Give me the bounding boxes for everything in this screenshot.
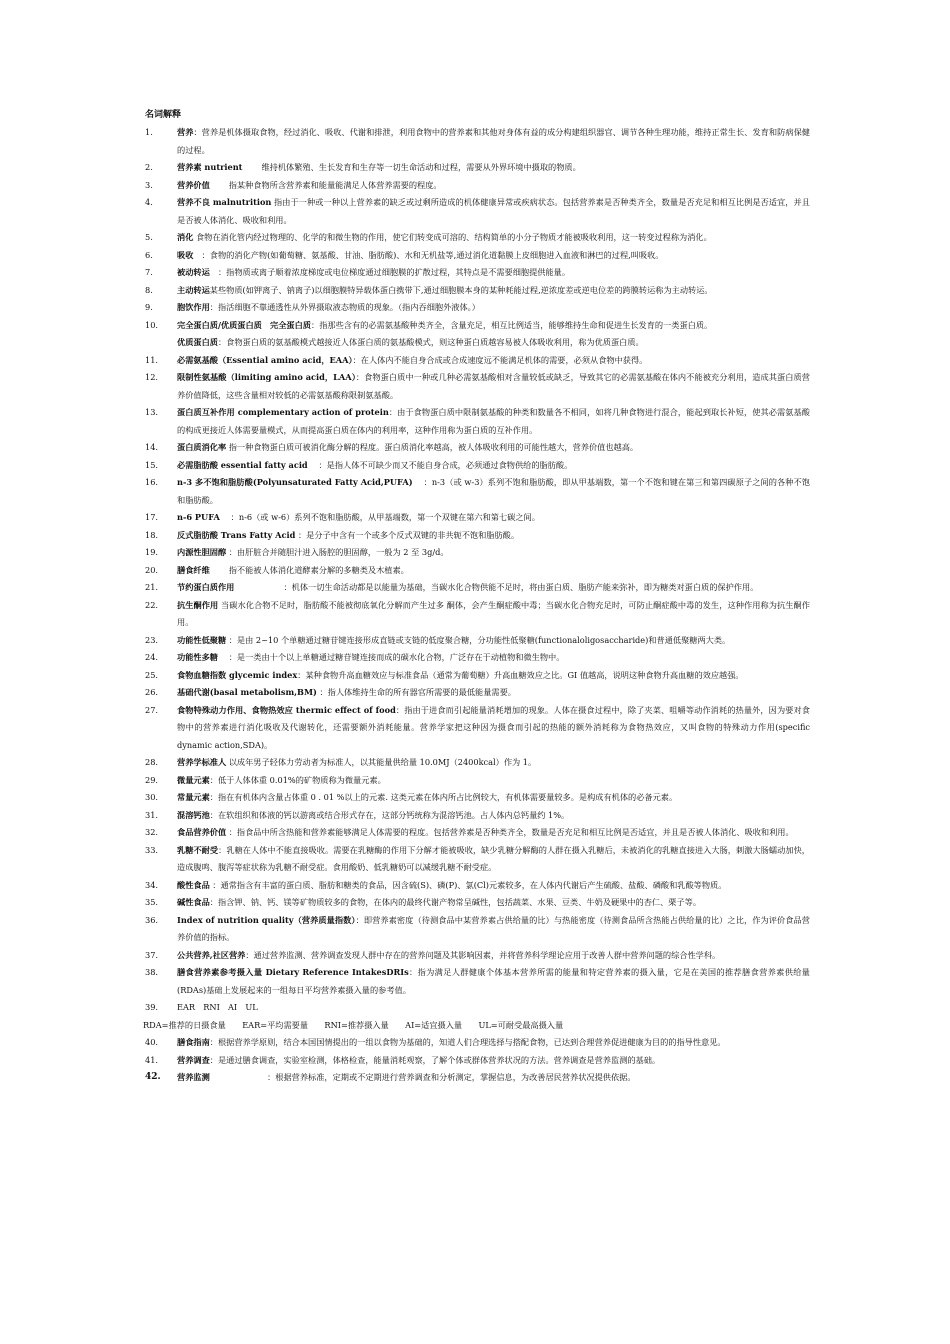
- definition-entry: [145, 964, 810, 999]
- entry-term: 功能性多糖: [177, 652, 218, 662]
- entry-body: [177, 947, 810, 965]
- entry-number: 19.: [145, 547, 159, 557]
- definition-entry: [145, 649, 810, 667]
- entry-number: 10.: [145, 319, 159, 330]
- entry-definition: ：在软组织和体液的钙以游离或结合形式存在，这部分钙统称为混溶钙池。占人体内总钙量约 1%。: [209, 809, 570, 820]
- entry-term: 蛋白质消化率: [177, 442, 227, 452]
- entry-term: 基础代谢(basal metabolism,BM): [177, 687, 317, 697]
- entry-term: 碱性食品: [177, 897, 210, 907]
- definition-entry: [145, 369, 810, 404]
- definition-entry: [145, 842, 810, 877]
- entry-definition: ：即营养素密度（待测食品中某营养素占供给量的比）与热能密度（待测食品所含热能占供给量的比）之比，作为评价食品营养价值的指标。: [177, 914, 810, 942]
- entry-body: [177, 667, 810, 685]
- entry-term: 胞饮作用: [177, 302, 210, 312]
- entry-body: [177, 772, 810, 790]
- entry-term: 消化: [177, 232, 194, 242]
- entry-body: [177, 299, 810, 317]
- entry-number: 30.: [145, 792, 159, 802]
- entry-number: 23.: [145, 634, 159, 645]
- definition-entry: [145, 877, 810, 895]
- definition-entry: [145, 159, 810, 177]
- entry-number: 35.: [145, 897, 159, 907]
- entry-term: n-3 多不饱和脂肪酸(Polyunsaturated Fatty Acid,PUFA): [177, 477, 413, 487]
- definition-entry: [145, 457, 810, 475]
- entry-number: 16.: [145, 477, 159, 487]
- entry-definition: 维持机体繁殖、生长发育和生存等一切生命活动和过程，需要从外界环境中摄取的物质。: [242, 162, 581, 172]
- entry-term: 膳食营养素参考摄入量 Dietary Reference IntakesDRIs: [177, 967, 409, 977]
- entry-number: 36.: [145, 914, 159, 925]
- entry-definition: ：是由 2~10 个单糖通过糖苷键连接形成直链或支链的低度聚合糖，分功能性低聚糖(functionaloligosaccharide)和普通低聚糖两大类。: [226, 634, 731, 645]
- entry-number: 40.: [145, 1037, 159, 1047]
- entry-body: [177, 317, 810, 335]
- entry-body: [177, 999, 810, 1017]
- entry-number: 34.: [145, 879, 159, 890]
- entry-number: 14.: [145, 442, 159, 452]
- entry-body: [177, 789, 810, 807]
- entry-body: [177, 964, 810, 999]
- entry-body: [177, 894, 810, 912]
- entry-number: 33.: [145, 844, 159, 855]
- definition-entry: [145, 894, 810, 912]
- entry-term: 营养: [177, 127, 194, 137]
- definition-entry: [145, 264, 810, 282]
- rda-abbreviation-line: RDA=推荐的日摄食量 EAR=平均需要量 RNI=推荐摄入量 AI=适宜摄入量 UL=可耐受最高摄入量: [143, 1019, 564, 1030]
- definition-entry: [145, 352, 810, 370]
- entry-term: n-6 PUFA: [177, 512, 220, 522]
- entry-body: [177, 509, 810, 527]
- entry-body: [177, 1052, 810, 1070]
- entry-term: Index of nutrition quality（营养质量指数）: [177, 914, 356, 925]
- entry-definition: ：根据营养学原则，结合本国国情提出的一组以食物为基础的，知道人们合理选择与搭配食物，已达到合理营养促进健康为目的的指导性意见。: [209, 1037, 726, 1047]
- entry-term: 膳食纤维: [177, 564, 210, 575]
- entry-number: 5.: [145, 232, 153, 242]
- entry-definition: ：指含钾、钠、钙、镁等矿物质较多的食物，在体内的最终代谢产物常呈碱性，包括蔬菜、水果、豆类、牛奶及硬果中的杏仁、栗子等。: [209, 897, 702, 907]
- entry-term: 酸性食品: [177, 879, 210, 890]
- entry-body: [177, 807, 810, 825]
- entry-definition: EAR RNI AI UL: [177, 1002, 258, 1012]
- entry-definition: ：指为满足人群健康个体基本营养所需的能量和特定营养素的摄入量，它是在美国的推荐膳食营养素供给量(RDAs)基础上发展起来的一组每日平均营养素摄入量的参考值。: [177, 967, 810, 995]
- entry-number: 21.: [145, 582, 159, 592]
- definition-entry: [145, 439, 810, 457]
- definition-entry: [145, 282, 810, 300]
- entry-definition: ：是通过膳食调查，实验室检测，体格检查，能量消耗观察，了解个体或群体营养状况的方法。营养调查是营养监测的基础。: [209, 1054, 661, 1065]
- entry-body: [177, 264, 810, 282]
- entry-term: 营养调查: [177, 1054, 210, 1065]
- entry-number: 29.: [145, 774, 159, 785]
- definition-entry: [145, 1034, 810, 1052]
- entry-body: [177, 194, 810, 229]
- entry-number: 4.: [145, 197, 153, 207]
- entry-number: 41.: [145, 1054, 159, 1065]
- entry-definition: ：指由于进食而引起能量消耗增加的现象。人体在摄食过程中，除了夹菜、咀嚼等动作消耗的热量外，因为要对食物中的营养素进行消化吸收及代谢转化，还需要额外消耗能量。营养学家把这种因为摄食而引起的热能的额外消耗称为食物热效应，又叫食物的特殊动力作用(specific dynamic action,SDA)。: [177, 704, 810, 750]
- entry-definition: ：根据营养标准，定期或不定期进行营养调查和分析测定，掌握信息，为改善居民营养状况提供依据。: [209, 1072, 636, 1082]
- definition-entry: [145, 789, 810, 807]
- entry-body: [177, 439, 810, 457]
- entry-term: 抗生酮作用: [177, 599, 219, 610]
- entry-definition: ：指物质或离子顺着浓度梯度或电位梯度通过细胞膜的扩散过程，其特点是不需要细胞提供能量。: [209, 267, 571, 277]
- entry-number: 24.: [145, 652, 159, 662]
- entry-definition: ：是指人体不可缺少而又不能自身合成，必须通过食物供给的脂肪酸。: [307, 459, 573, 470]
- entry-number: 8.: [145, 284, 153, 295]
- entry-definition: ：n-3（或 w-3）系列不饱和脂肪酸，即从甲基端数，第一个不饱和键在第三和第四碳原子之间的各种不饱和脂肪酸。: [177, 477, 810, 505]
- definition-entry: [145, 562, 810, 580]
- definition-entry: [145, 754, 810, 772]
- entry-definition: ：乳糖在人体中不能直接吸收。需要在乳糖酶的作用下分解才能被吸收，缺少乳糖分解酶的人群在摄入乳糖后，未被消化的乳糖直接进入大肠，刺激大肠蠕动加快，造成腹鸣、腹泻等症状称为乳糖不耐受症。食用酸奶、低乳糖奶可以减缓乳糖不耐受症。: [177, 844, 810, 872]
- entry-term: 营养不良 malnutrition: [177, 197, 272, 207]
- entry-body: [177, 1034, 810, 1052]
- entry-number: 11.: [145, 354, 159, 365]
- entry-definition: ：指活细胞不靠通透性从外界摄取液态物质的现象。（指内吞细胞外液体。）: [209, 302, 480, 312]
- entry-definition: ：指那些含有的必需氨基酸种类齐全，含量充足，相互比例适当，能够维持生命和促进生长发育的一类蛋白质。: [311, 319, 713, 330]
- section-heading: 名词解释: [145, 110, 182, 120]
- definition-entry: [145, 999, 810, 1017]
- entry-body: [177, 649, 810, 667]
- entry-body: [177, 229, 810, 247]
- entry-term: 营养学标准人: [177, 757, 227, 767]
- definition-entry: [145, 947, 810, 965]
- definition-entry: [145, 824, 810, 842]
- entry-number: 32.: [145, 827, 159, 837]
- entry-definition: ：是一类由十个以上单糖通过糖苷键连接而成的碳水化合物，广泛存在于动植物和微生物中。: [217, 652, 565, 662]
- definition-entry: [145, 807, 810, 825]
- definition-entry: [145, 194, 810, 229]
- entry-definition: 食物在消化管内经过物理的、化学的和微生物的作用，使它们转变成可溶的、结构简单的小分子物质才能被吸收利用，这一转变过程称为消化。: [193, 232, 712, 242]
- entry-number: 22.: [145, 599, 159, 610]
- entry-body: [177, 544, 810, 562]
- entry-term: 营养监测: [177, 1072, 210, 1082]
- entry-definition: ：通常指含有丰富的蛋白质、脂肪和糖类的食品，因含硫(S)、磷(P)、氯(Cl)元素较多，在人体内代谢后产生硫酸、盐酸、磷酸和乳酸等物质。: [209, 879, 727, 890]
- definition-entry: [145, 579, 810, 597]
- entry-body: [177, 702, 810, 755]
- entry-body: [177, 842, 810, 877]
- entry-definition: 以成年男子轻体力劳动者为标准人，以其能量供给量 10.0MJ（2400kcal）作为 1。: [226, 757, 537, 767]
- entry-term: 完全蛋白质/优质蛋白质 完全蛋白质: [177, 319, 311, 330]
- entry-term: 必需脂肪酸 essential fatty acid: [177, 459, 308, 470]
- entry-definition: ：低于人体体重 0.01%的矿物质称为微量元素。: [209, 774, 386, 785]
- definition-entry: [145, 247, 810, 265]
- entry-number: 20.: [145, 564, 159, 575]
- entry-term: 节约蛋白质作用: [177, 582, 235, 592]
- entry-number: 18.: [145, 529, 159, 540]
- entry-term: 常量元素: [177, 792, 210, 802]
- entry-definition: ：n-6（或 w-6）系列不饱和脂肪酸，从甲基端数，第一个双键在第六和第七碳之间。: [219, 512, 540, 522]
- entry-body: [177, 124, 810, 159]
- entry-term: 蛋白质互补作用 complementary action of protein: [177, 407, 389, 417]
- entry-body: [177, 912, 810, 947]
- entry-term: 必需氨基酸（Essential amino acid，EAA）: [177, 354, 353, 365]
- entry-body: [177, 632, 810, 650]
- entry-body: [177, 282, 810, 300]
- definition-entry: [145, 772, 810, 790]
- definition-entry: [145, 912, 810, 947]
- entry-number: 3.: [145, 179, 153, 190]
- entry-definition: 指一种食物蛋白质可被消化酶分解的程度。蛋白质消化率越高，被人体吸收利用的可能性越大，营养价值也越高。: [226, 442, 639, 452]
- entry-term: 营养素 nutrient: [177, 162, 243, 172]
- entry-number: 13.: [145, 407, 159, 417]
- definition-entry: [145, 667, 810, 685]
- entry-number: 42.: [145, 1072, 161, 1082]
- entry-term: 食物血糖指数 glycemic index: [177, 669, 298, 680]
- entry-term: 主动转运: [177, 284, 210, 295]
- entry-body: [177, 824, 810, 842]
- entry-definition: ：指人体维持生命的所有器官所需要的最低能量需要。: [316, 687, 516, 697]
- entry-definition: ：指食品中所含热能和营养素能够满足人体需要的程度。包括营养素是否种类齐全，数量是否充足和相互比例是否适宜，并且是否被人体消化、吸收和利用。: [226, 827, 794, 837]
- entry-definition: ：营养是机体摄取食物，经过消化、吸收、代谢和排泄，利用食物中的营养素和其他对身体有益的成分构建组织器官、调节各种生理功能，维持正常生长、发育和防病保健的过程。: [177, 127, 810, 155]
- entry-number: 9.: [145, 302, 153, 312]
- definition-entry: [145, 544, 810, 562]
- entry-definition: 某些物质(如钾离子、钠离子)以细胞膜特异载体蛋白携带下,通过细胞膜本身的某种耗能过程,逆浓度差或逆电位差的跨膜转运称为主动转运。: [209, 284, 713, 295]
- entry-number: 12.: [145, 372, 159, 382]
- definition-entry: [145, 509, 810, 527]
- definition-entry: [145, 684, 810, 702]
- definition-entry: [145, 632, 810, 650]
- entry-number: 25.: [145, 669, 159, 680]
- entry-body: [177, 474, 810, 509]
- definition-entry: [145, 229, 810, 247]
- entry-body: [177, 562, 810, 580]
- entry-body: [177, 684, 810, 702]
- definition-entry: [145, 177, 810, 195]
- entry-term: 混溶钙池: [177, 809, 210, 820]
- entry-term: 反式脂肪酸 Trans Fatty Acid: [177, 529, 296, 540]
- entry-number: 28.: [145, 757, 159, 767]
- entry-number: 27.: [145, 704, 159, 715]
- definition-entry: [145, 299, 810, 317]
- entry-body: [177, 597, 810, 632]
- entry-number: 15.: [145, 459, 159, 470]
- entry-number: 26.: [145, 687, 159, 697]
- entry-body: [177, 247, 810, 265]
- entry-body: [177, 457, 810, 475]
- subentry-term: 优质蛋白质: [177, 337, 218, 347]
- entry-number: 39.: [145, 1002, 159, 1012]
- entry-body: [177, 369, 810, 404]
- entry-term: 内源性胆固醇: [177, 547, 227, 557]
- entry-term: 食品营养价值: [177, 827, 227, 837]
- entry-definition: ：由于食物蛋白质中限制氨基酸的种类和数量各不相同，如将几种食物进行混合，能起到取长补短，使其必需氨基酸的构成更接近人体需要量模式，从而提高蛋白质在体内的利用率，这种作用称为蛋白质的互补作用。: [177, 407, 810, 435]
- entry-number: 7.: [145, 267, 153, 277]
- entry-term: 乳糖不耐受: [177, 844, 219, 855]
- entry-term: 微量元素: [177, 774, 210, 785]
- entry-definition: ：指在有机体内含量占体重 0 . 01 %以上的元素. 这类元素在体内所占比例较大，有机体需要量较多。是构成有机体的必备元素。: [209, 792, 678, 802]
- entry-body: [177, 404, 810, 439]
- definition-entry: [145, 1069, 810, 1087]
- entry-definition: 指不能被人体消化道酵素分解的多糖类及木植素。: [209, 564, 409, 575]
- entry-number: 31.: [145, 809, 159, 820]
- entry-definition: ：是分子中含有一个或多个反式双键的非共轭不饱和脂肪酸。: [295, 529, 520, 540]
- entry-definition: 指某种食物所含营养素和能量能满足人体营养需要的程度。: [209, 179, 442, 190]
- entry-body: [177, 352, 810, 370]
- definition-entry: [145, 597, 810, 632]
- entry-body: [177, 1069, 810, 1087]
- entry-definition: 当碳水化合物不足时，脂肪酸不能被彻底氧化分解而产生过多 酮体，会产生酮症酸中毒；当碳水化合物充足时，可防止酮症酸中毒的发生，这种作用称为抗生酮作用。: [177, 599, 810, 627]
- entry-term: 限制性氨基酸（limiting amino acid，LAA）: [177, 372, 356, 382]
- entry-number: 1.: [145, 127, 153, 137]
- entry-number: 2.: [145, 162, 153, 172]
- entry-definition: ：由肝脏合并随胆汁进入肠腔的胆固醇，一般为 2 至 3g/d。: [226, 547, 449, 557]
- definition-subentry: [145, 334, 810, 352]
- entry-number: 17.: [145, 512, 159, 522]
- definition-entry: [145, 702, 810, 755]
- entry-term: 营养价值: [177, 179, 210, 190]
- entry-definition: ：机体一切生命活动都是以能量为基础，当碳水化合物供能不足时，将由蛋白质、脂肪产能来弥补，即为糖类对蛋白质的保护作用。: [234, 582, 759, 592]
- entry-definition: ：食物蛋白质中一种或几种必需氨基酸相对含量较低或缺乏，导致其它的必需氨基酸在体内不能被充分利用，造成其蛋白质营养价值降低，这些含量相对较低的必需氨基酸称限制氨基酸。: [177, 372, 810, 400]
- definition-entry: [145, 124, 810, 159]
- entry-term: 食物特殊动力作用、食物热效应 thermic effect of food: [177, 704, 396, 715]
- entry-definition: ：某种食物升高血糖效应与标准食品（通常为葡萄糖）升高血糖效应之比。GI 值越高，说明这种食物升高血糖的效应越强。: [297, 669, 744, 680]
- definition-entry: [145, 404, 810, 439]
- subentry-definition: ：食物蛋白质的氨基酸模式越接近人体蛋白质的氨基酸模式，则这种蛋白质越容易被人体吸收利用，称为优质蛋白质。: [217, 337, 644, 347]
- entry-body: [177, 877, 810, 895]
- entry-body: [177, 579, 810, 597]
- definition-entry: [145, 527, 810, 545]
- entry-term: 膳食指南: [177, 1037, 210, 1047]
- entry-number: 38.: [145, 967, 159, 977]
- entry-number: 37.: [145, 949, 159, 960]
- entry-body: [177, 754, 810, 772]
- entry-definition: 指由于一种或一种以上营养素的缺乏或过剩所造成的机体健康异常或疾病状态。包括营养素是否种类齐全，数量是否充足和相互比例是否适宜，并且是否被人体消化、吸收和利用。: [177, 197, 810, 225]
- entry-number: 6.: [145, 249, 153, 260]
- entry-term: 功能性低聚糖: [177, 634, 227, 645]
- entry-term: 公共营养,社区营养: [177, 949, 246, 960]
- entry-body: [177, 159, 810, 177]
- definition-entry: [145, 1052, 810, 1070]
- entry-body: [177, 527, 810, 545]
- entry-term: 被动转运: [177, 267, 210, 277]
- entry-definition: ：通过营养监测、营养调查发现人群中存在的营养问题及其影响因素，并将营养科学理论应用于改善人群中营养问题的综合性学科。: [245, 949, 721, 960]
- entry-definition: ：在人体内不能自身合成或合成速度远不能满足机体的需要，必须从食物中获得。: [352, 354, 648, 365]
- entry-definition: ：食物的消化产物(如葡萄糖、氨基酸、甘油、脂肪酸)、水和无机盐等,通过消化道黏膜上皮细胞进入血液和淋巴的过程,叫吸收。: [193, 249, 664, 260]
- entry-body: [177, 177, 810, 195]
- entry-term: 吸收: [177, 249, 194, 260]
- definition-entry: [145, 317, 810, 335]
- definition-list: [145, 124, 810, 1087]
- definition-entry: [145, 474, 810, 509]
